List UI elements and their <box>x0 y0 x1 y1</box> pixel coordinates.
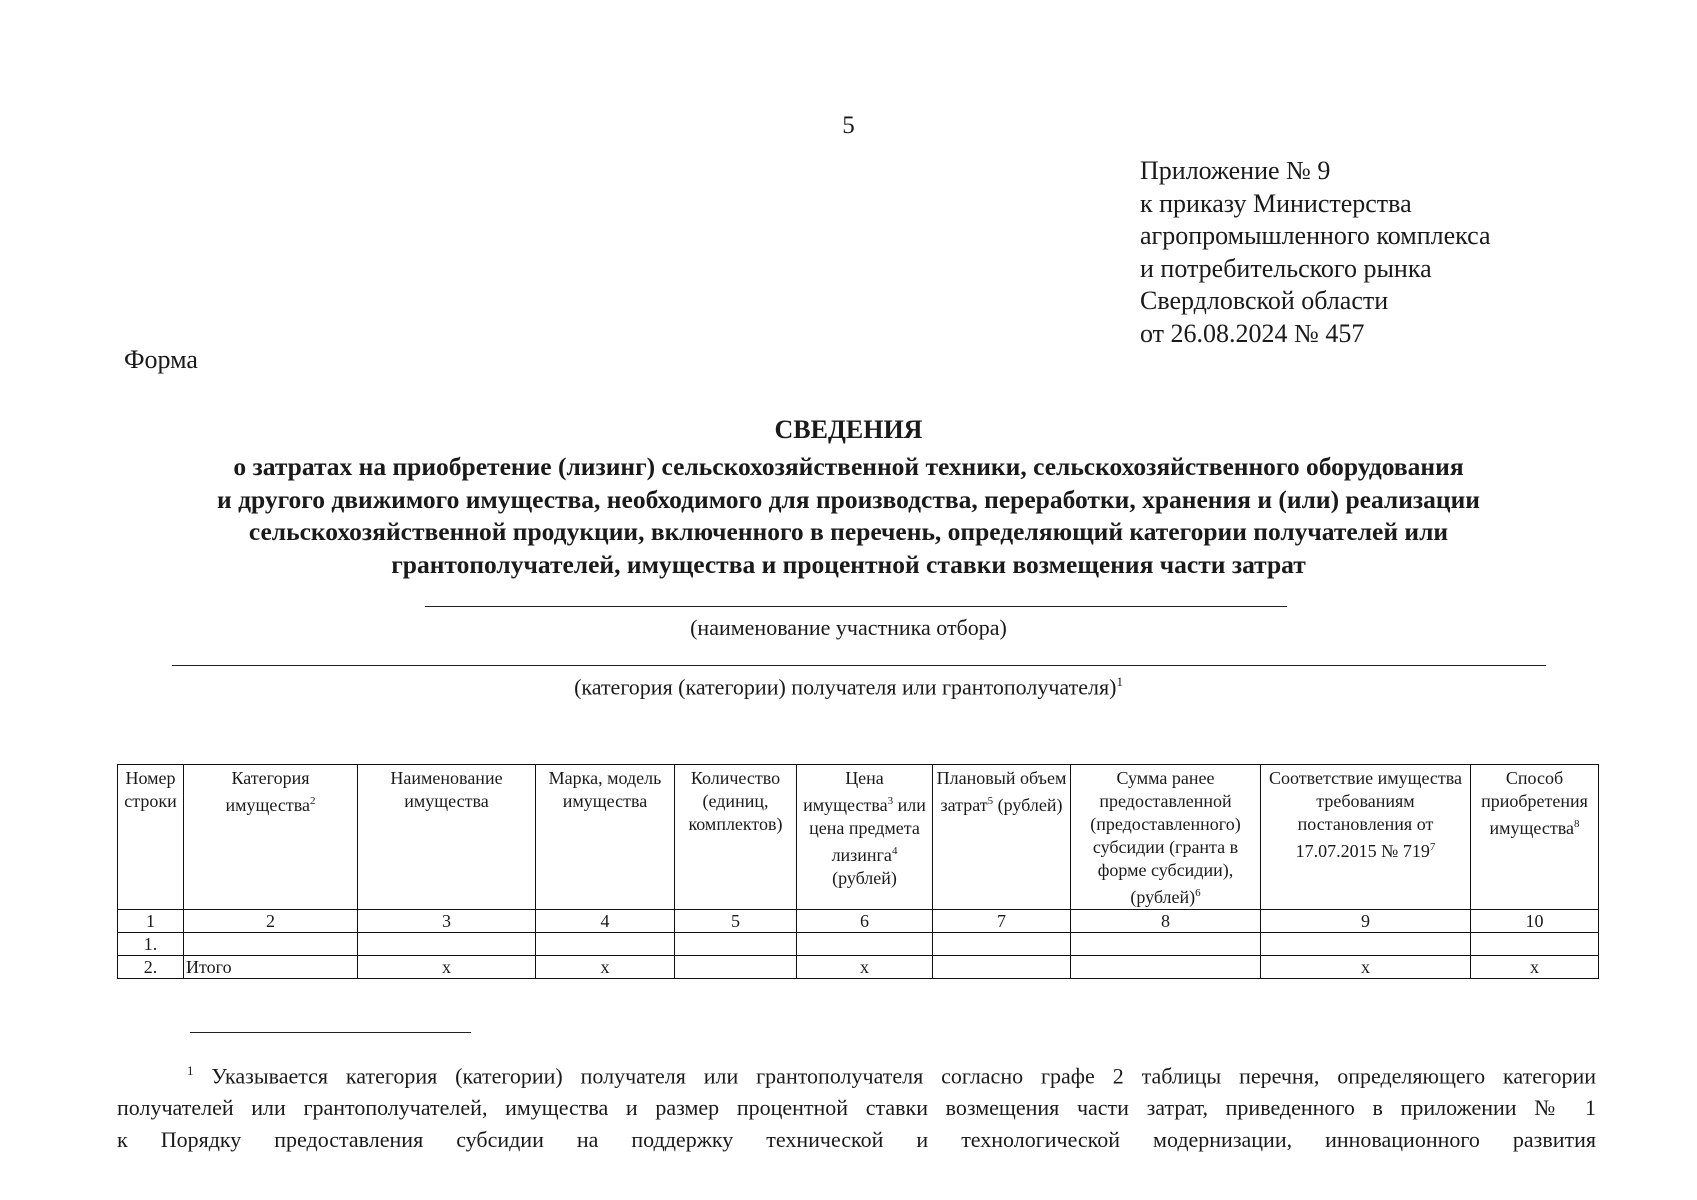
category-line <box>172 665 1546 666</box>
column-number: 6 <box>797 910 933 933</box>
footnote-number: 1 <box>187 1063 194 1078</box>
table-cell <box>933 956 1071 979</box>
table-cell <box>1261 933 1471 956</box>
expenses-table <box>117 764 1599 979</box>
table-cell <box>797 933 933 956</box>
table-cell: х <box>1471 956 1599 979</box>
table-cell: 2. <box>118 956 184 979</box>
table-header-row <box>118 765 1599 910</box>
table-cell <box>1071 933 1261 956</box>
header-property-name: Наименование имущества <box>358 765 536 910</box>
appendix-line: к приказу Министерства <box>1140 188 1412 218</box>
header-acquisition-method: Способ приобретения имущества$^8$ <box>1471 765 1599 910</box>
column-number: 4 <box>536 910 675 933</box>
footnote-line: $^1$ Указывается категория (категории) получателя или грантополучателя согласно графе 2 таблицы перечня, определяющего категории <box>187 1063 1596 1089</box>
header-row-number: Номер строки <box>118 765 184 910</box>
form-label: Форма <box>124 345 198 374</box>
column-number: 1 <box>118 910 184 933</box>
table-row <box>118 933 1599 956</box>
document-subtitle <box>130 451 1567 581</box>
header-quantity: Количество (единиц, комплектов) <box>675 765 797 910</box>
table-cell: х <box>358 956 536 979</box>
column-number: 5 <box>675 910 797 933</box>
table-row-total <box>118 956 1599 979</box>
table-cell <box>536 933 675 956</box>
footnote <box>117 1055 1596 1156</box>
appendix-line: Приложение № 9 <box>1140 156 1331 185</box>
category-caption-text: (категория (категории) получателя или грантополучателя) <box>574 674 1117 700</box>
table-cell <box>358 933 536 956</box>
column-numbers-row <box>118 910 1599 933</box>
appendix-line: Свердловской области <box>1140 286 1389 315</box>
table-cell: Итого <box>184 956 358 979</box>
table-cell <box>675 933 797 956</box>
table-cell: х <box>797 956 933 979</box>
table-cell <box>1471 933 1599 956</box>
footnote-separator <box>190 1032 471 1033</box>
appendix-block <box>1140 155 1491 350</box>
footnote-line: получателей или грантополучателей, имущества и размер процентной ставки возмещения части затрат, приведенного в приложении № 1 <box>117 1095 1596 1121</box>
column-number: 9 <box>1261 910 1471 933</box>
table-cell: х <box>1261 956 1471 979</box>
participant-name-line <box>425 606 1287 607</box>
header-compliance: Соответствие имущества требованиям постановления от 17.07.2015 № $719^7$ <box>1261 765 1471 910</box>
header-brand-model: Марка, модель имущества <box>536 765 675 910</box>
appendix-line: и потребительского рынка <box>1140 253 1432 283</box>
header-previous-subsidy: Сумма ранее предоставленной (предоставленного) субсидии (гранта в форме субсидии), (рублей)$^6$ <box>1071 765 1261 910</box>
document-title: СВЕДЕНИЯ <box>774 415 923 444</box>
column-number: 8 <box>1071 910 1261 933</box>
appendix-line: агропромышленного комплекса <box>1140 221 1491 250</box>
subtitle-line: о затратах на приобретение (лизинг) сельскохозяйственной техники, сельскохозяйственного оборудования <box>233 452 1464 481</box>
subtitle-line: и другого движимого имущества, необходимого для производства, переработки, хранения и (или) реализации <box>217 484 1480 514</box>
category-caption <box>0 674 1697 700</box>
footnote-ref: 1 <box>1116 674 1123 689</box>
subtitle-line: грантополучателей, имущества и процентной ставки возмещения части затрат <box>391 549 1306 579</box>
page-number: 5 <box>842 112 855 139</box>
table-cell: х <box>536 956 675 979</box>
table-cell <box>933 933 1071 956</box>
table-cell <box>1071 956 1261 979</box>
table-cell <box>184 933 358 956</box>
footnote-line: к Порядку предоставления субсидии на поддержку технической и технологической модернизации, инновационного развития <box>117 1127 1596 1153</box>
participant-name-caption: (наименование участника отбора) <box>690 615 1007 640</box>
header-property-category: Категория имущества$^2$ <box>184 765 358 910</box>
column-number: 2 <box>184 910 358 933</box>
header-price: Цена имущества$^3$ или цена предмета лизинга$^4$ (рублей) <box>797 765 933 910</box>
header-planned-costs: Плановый объем затрат$^5$ (рублей) <box>933 765 1071 910</box>
subtitle-line: сельскохозяйственной продукции, включенного в перечень, определяющий категории получателей или <box>248 517 1449 546</box>
column-number: 7 <box>933 910 1071 933</box>
column-number: 3 <box>358 910 536 933</box>
table-cell: 1. <box>118 933 184 956</box>
appendix-line: от 26.08.2024 № 457 <box>1140 318 1365 348</box>
table-cell <box>675 956 797 979</box>
column-number: 10 <box>1471 910 1599 933</box>
